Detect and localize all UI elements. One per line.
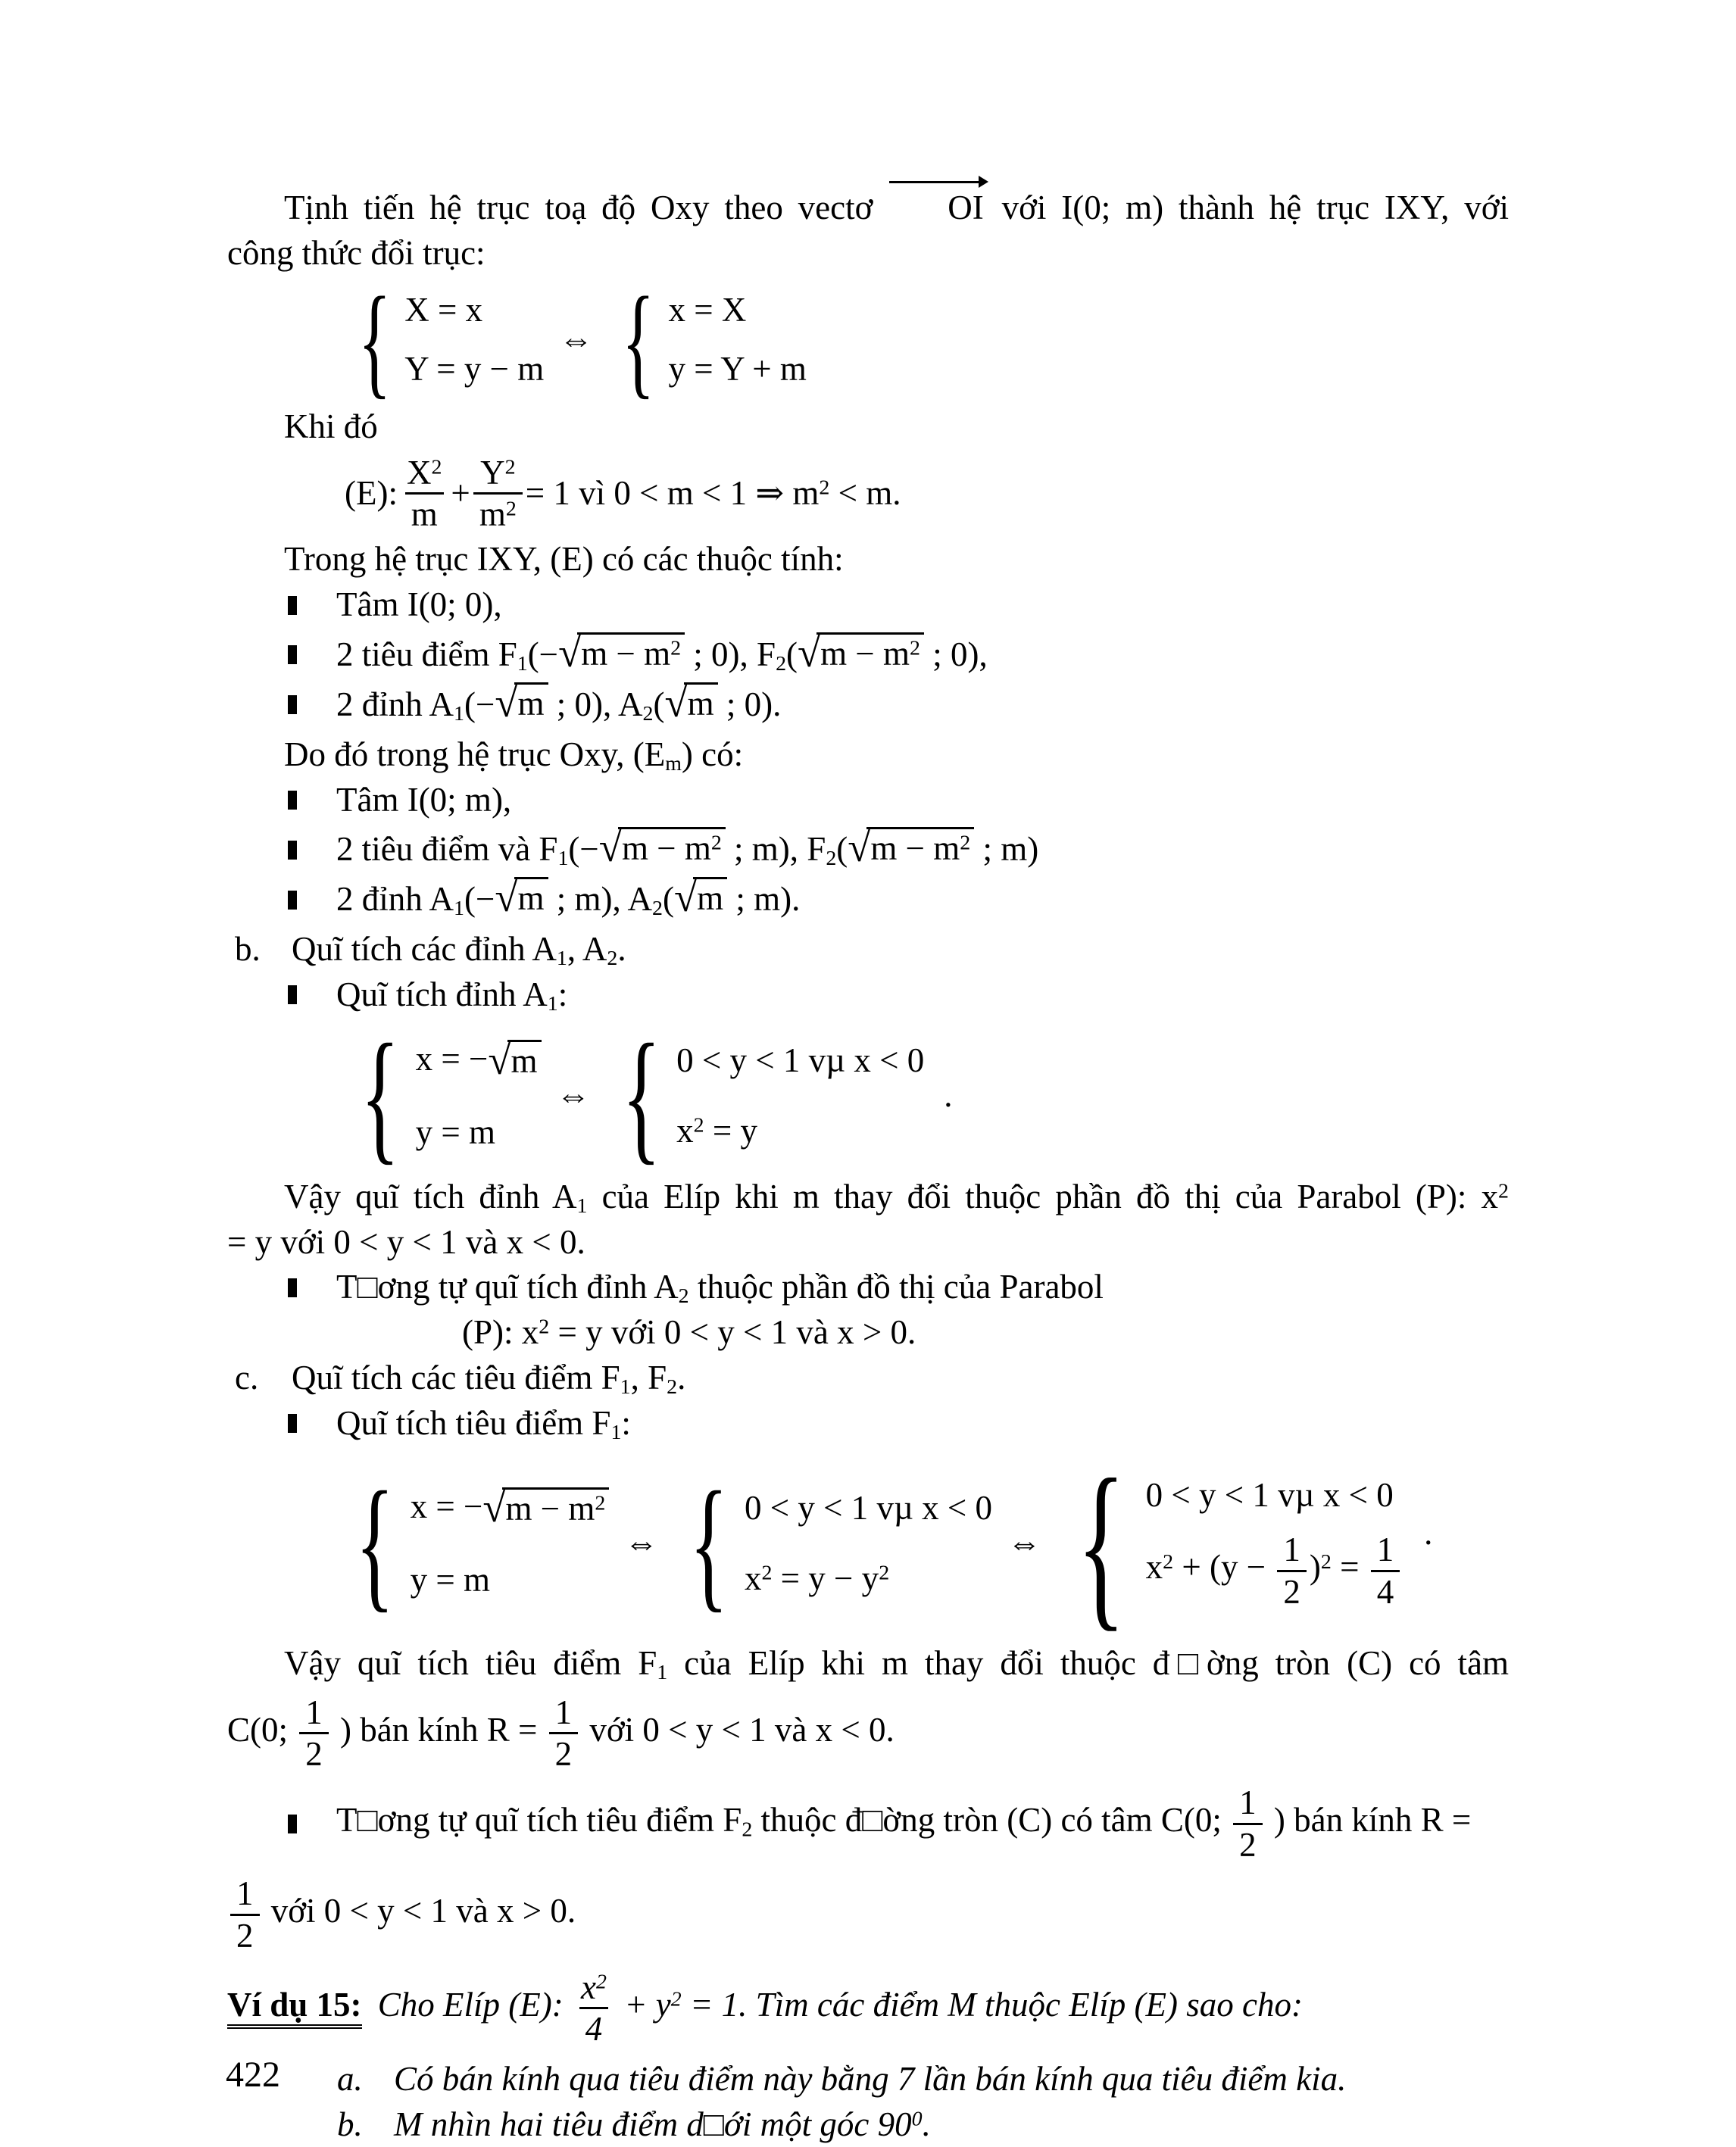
text-run: ( xyxy=(836,830,848,869)
bullet-square-icon xyxy=(288,1278,297,1297)
numerator: 1 xyxy=(554,1693,573,1731)
cases-rows xyxy=(404,291,544,389)
equation-locus-A1-system xyxy=(227,1013,1509,1178)
cases-brace: { xyxy=(1076,1440,1126,1646)
sup: 2 xyxy=(761,1561,773,1585)
text-run: Trong hệ trục IXY, (E) có các thuộc tính: xyxy=(284,540,844,579)
sup: 2 xyxy=(910,636,920,660)
bullet-square-icon xyxy=(288,791,297,810)
text-run: ( xyxy=(653,685,665,723)
radical-icon: √ xyxy=(848,824,871,871)
radicand xyxy=(502,1487,610,1528)
denominator: 2 xyxy=(230,1914,260,1955)
cases-brace: { xyxy=(622,270,655,410)
text-run: ( xyxy=(786,635,798,673)
text-run: : xyxy=(557,975,568,1013)
text-run: + y xyxy=(615,1986,671,2024)
paragraph-translate-axes-line2 xyxy=(227,231,1509,276)
bullet-square-icon xyxy=(288,1414,297,1433)
radicand xyxy=(514,682,548,722)
radicand xyxy=(816,632,924,672)
sup: 2 xyxy=(539,1315,550,1339)
cases-brace: { xyxy=(361,1013,400,1178)
page-number: 422 xyxy=(226,2055,280,2095)
implies-symbol: ⇒ xyxy=(755,473,785,512)
bullet-content xyxy=(336,1265,1104,1310)
text-run: Quĩ tích tiêu điểm F xyxy=(336,1403,611,1442)
sqrt-expression xyxy=(798,629,924,678)
text-run: m xyxy=(479,495,506,533)
cases-rows xyxy=(745,1489,992,1599)
radical-icon: √ xyxy=(798,629,821,676)
cases-rows xyxy=(415,1036,542,1153)
text-run: = y với 0 < y < 1 và x > 0. xyxy=(549,1313,916,1352)
bullet-content xyxy=(336,1401,631,1446)
sqrt-expression xyxy=(558,629,685,678)
sub: 1 xyxy=(557,847,569,871)
text-run: = y xyxy=(704,1112,757,1150)
paragraph-locus-F1-line1 xyxy=(227,1641,1509,1687)
sup: 2 xyxy=(1498,1179,1509,1203)
numerator: 1 xyxy=(1376,1531,1394,1569)
bullet-content xyxy=(336,629,988,678)
equation-row: 0 < y < 1 vµ x < 0 xyxy=(676,1041,925,1079)
bullet-square-icon xyxy=(288,1815,297,1833)
equation-row: x = X xyxy=(668,291,747,329)
denominator xyxy=(405,492,444,534)
text-run: Y xyxy=(480,453,505,492)
radical-icon: √ xyxy=(673,874,698,921)
text-run: Vậy quĩ tích tiêu điểm F xyxy=(284,1643,657,1682)
paragraph-locus-F1-line2 xyxy=(227,1693,1509,1774)
bullet-center-I0m xyxy=(227,778,1509,823)
text-run: m − m xyxy=(581,635,671,672)
cases-rows xyxy=(676,1041,924,1152)
sub: 2 xyxy=(642,701,654,726)
cases-brace: { xyxy=(689,1461,729,1625)
text-run: với 0 < y < 1 và x < 0. xyxy=(581,1710,895,1749)
numerator xyxy=(474,453,521,492)
vector-arrowhead-icon xyxy=(979,176,988,188)
bullet-center-I00 xyxy=(227,582,1509,628)
radical-icon: √ xyxy=(598,824,622,871)
equation-row: y = m xyxy=(415,1113,495,1151)
sub: 2 xyxy=(742,1818,753,1842)
equation-row: 0 < y < 1 vµ x < 0 xyxy=(744,1488,993,1527)
text-run: = y − y xyxy=(772,1559,879,1598)
sub: 1 xyxy=(620,1375,631,1400)
sub: 1 xyxy=(547,992,558,1016)
text-run: X xyxy=(406,453,432,492)
text-run: Tịnh tiến hệ trục toạ độ Oxy theo vectơ xyxy=(284,189,888,226)
sub: 2 xyxy=(678,1284,689,1309)
bullet-content xyxy=(336,824,1039,872)
text-run: m xyxy=(411,495,438,533)
equation-row: y = Y + m xyxy=(668,350,807,389)
sub: 2 xyxy=(826,847,837,871)
text-run: ) có: xyxy=(681,735,744,773)
text-run: ; m). xyxy=(727,880,801,919)
sup: 2 xyxy=(693,1113,704,1137)
fraction xyxy=(1277,1530,1307,1612)
fraction xyxy=(1233,1783,1263,1865)
text-run: x xyxy=(676,1112,694,1150)
radical-icon: √ xyxy=(488,1036,511,1083)
fraction xyxy=(549,1693,579,1774)
equation-ellipse-E xyxy=(227,453,1509,535)
text-run: Quĩ tích các tiêu điểm F xyxy=(292,1359,620,1397)
radicand xyxy=(618,827,726,867)
cases-middle xyxy=(673,1461,993,1625)
radicand xyxy=(684,682,718,722)
fraction xyxy=(473,453,523,535)
header-properties-Oxy xyxy=(227,732,1509,778)
text-run: của Elíp khi m thay đổi thuộc đ□ờng tròn (C) có tâm xyxy=(667,1643,1509,1682)
iff-symbol: ⇔ xyxy=(1007,1524,1042,1562)
cases-right xyxy=(606,1013,925,1178)
list-item-content xyxy=(292,1356,685,1401)
equation-row xyxy=(410,1484,610,1531)
equation-locus-F1-system xyxy=(227,1440,1509,1646)
sub: 1 xyxy=(657,1660,668,1684)
sup: 2 xyxy=(595,1970,607,1994)
iff-symbol: ⇔ xyxy=(556,1076,591,1115)
text-run: m − m xyxy=(621,829,711,868)
equation-row xyxy=(1146,1530,1403,1612)
bullet-vertices-IXY xyxy=(227,679,1509,728)
sup: 2 xyxy=(670,1987,682,2011)
text-run: Tâm I(0; m), xyxy=(336,780,512,819)
sup: 2 xyxy=(595,1491,606,1515)
bullet-square-icon xyxy=(288,891,297,910)
cases-left xyxy=(345,1013,542,1178)
equation-row xyxy=(676,1112,757,1151)
text-run: ; 0), xyxy=(924,635,988,673)
bullet-similar-A2 xyxy=(227,1265,1509,1310)
sqrt-expression xyxy=(848,824,974,872)
sup: 2 xyxy=(710,831,722,855)
radicand xyxy=(577,632,685,672)
text-run: với I(0; m) thành hệ trục IXY, với xyxy=(986,189,1509,226)
text-run: + (y − xyxy=(1173,1548,1275,1587)
numerator xyxy=(401,453,448,492)
radical-icon: √ xyxy=(495,874,518,921)
bullet-content xyxy=(336,679,782,728)
text-run: ; m) xyxy=(974,830,1039,869)
numerator: 1 xyxy=(1283,1531,1300,1569)
equation-parabola-P xyxy=(227,1310,1509,1356)
text-run: m − m xyxy=(820,635,910,672)
cases-rows xyxy=(410,1484,610,1600)
bullet-vertices-Oxy xyxy=(227,874,1509,922)
sup: 2 xyxy=(1320,1550,1332,1574)
sub: 1 xyxy=(517,652,528,676)
sup: 2 xyxy=(504,455,516,479)
text-run: T□ơng tự quĩ tích đỉnh A xyxy=(336,1268,679,1306)
text-run: (− xyxy=(568,830,599,869)
text-run: < m. xyxy=(829,473,901,512)
sup: 0 xyxy=(911,2107,923,2131)
sqrt-expression xyxy=(482,1484,609,1531)
text-run: . xyxy=(617,930,626,969)
sub: 1 xyxy=(610,1421,622,1445)
equation-label: (E): xyxy=(345,473,398,512)
iff-symbol: ⇔ xyxy=(559,320,594,359)
bullet-square-icon xyxy=(288,596,297,615)
denominator xyxy=(473,492,523,534)
denominator: 2 xyxy=(1277,1570,1307,1612)
list-marker: a. xyxy=(337,2059,363,2098)
radical-icon: √ xyxy=(664,679,688,726)
sqrt-expression xyxy=(673,874,727,922)
radical-icon: √ xyxy=(482,1484,506,1531)
text-run: m − m xyxy=(870,829,960,868)
list-item-content xyxy=(292,927,626,972)
text-run: Vậy quĩ tích đỉnh A xyxy=(284,1177,577,1215)
text-run: Quĩ tích đỉnh A xyxy=(336,975,548,1013)
sup: 2 xyxy=(879,1561,890,1585)
text-run: Quĩ tích các đỉnh A xyxy=(292,930,557,969)
sub: 2 xyxy=(667,1375,678,1400)
text-run: ) bán kính R = xyxy=(1265,1801,1472,1840)
cases-brace: { xyxy=(355,1461,395,1625)
text-run: ( xyxy=(662,880,674,919)
example-item-a xyxy=(227,2057,1509,2102)
bullet-square-icon xyxy=(288,695,297,714)
text-run: với 0 < y < 1 và x > 0. xyxy=(262,1892,576,1930)
cases-rows xyxy=(669,291,807,389)
sub: 1 xyxy=(454,897,464,921)
vector-OI xyxy=(888,186,986,231)
list-marker: b. xyxy=(337,2105,363,2143)
sup: 2 xyxy=(960,831,971,855)
sqrt-expression xyxy=(664,679,717,728)
text-run: công thức đổi trục: xyxy=(227,233,486,272)
list-marker: b. xyxy=(235,930,261,969)
bullet-square-icon xyxy=(288,985,297,1004)
text-run: m xyxy=(784,473,820,512)
text-run: (− xyxy=(464,880,495,919)
denominator: 4 xyxy=(579,2007,609,2049)
text-run: thuộc đ□ờng tròn (C) có tâm C(0; xyxy=(752,1801,1231,1840)
numerator xyxy=(575,1968,613,2007)
text-run: (− xyxy=(464,685,495,723)
text-run: M nhìn hai tiêu điểm d□ới một góc 90 xyxy=(394,2105,912,2143)
vector-label: OI xyxy=(948,189,984,226)
text-run: m xyxy=(517,684,545,722)
text-run: của Elíp khi m thay đổi thuộc phần đồ thị của Parabol (P): x xyxy=(587,1177,1499,1215)
cases-right xyxy=(1057,1440,1403,1646)
bullet-content xyxy=(336,1783,1471,1865)
text-run: (− xyxy=(527,635,559,673)
bullet-content xyxy=(336,972,567,1018)
bullet-square-icon xyxy=(288,645,297,664)
equation-row: y = m xyxy=(410,1560,490,1599)
list-item-content xyxy=(394,2102,931,2147)
paragraph-locus-A1-line1 xyxy=(227,1175,1509,1220)
sup: 2 xyxy=(670,636,682,660)
text-run: T□ơng tự quĩ tích tiêu điểm F xyxy=(336,1801,742,1840)
text-run: x = − xyxy=(410,1487,483,1525)
sub: 2 xyxy=(652,897,663,921)
radicand xyxy=(514,877,548,917)
text-run: ; 0), F xyxy=(685,635,776,673)
bullet-similar-F2 xyxy=(227,1783,1509,1865)
text-run: = xyxy=(1331,1548,1368,1587)
example-15 xyxy=(227,1968,1509,2049)
text-run: = 1. xyxy=(681,1986,756,2024)
numerator: 1 xyxy=(305,1693,323,1731)
text-run: x = − xyxy=(415,1039,489,1078)
list-item-b xyxy=(227,927,1509,972)
end-cdot: · xyxy=(1422,1524,1435,1562)
header-properties-IXY xyxy=(227,537,1509,582)
list-marker: c. xyxy=(235,1359,259,1397)
text-run: Tâm I(0; 0), xyxy=(336,585,502,624)
text-run: Khi đó xyxy=(284,407,378,445)
bullet-content xyxy=(336,874,801,922)
vector-arrow-bar-icon xyxy=(889,181,978,183)
cases-brace: { xyxy=(621,1013,661,1178)
fraction xyxy=(401,453,448,535)
text-run: ) xyxy=(1309,1548,1321,1587)
bullet-foci-IXY xyxy=(227,629,1509,678)
denominator: 2 xyxy=(1233,1823,1263,1865)
sup: 2 xyxy=(1163,1550,1174,1574)
equation-row: 0 < y < 1 vµ x < 0 xyxy=(1145,1475,1394,1514)
radicand xyxy=(866,827,974,867)
text-run: 2 đỉnh A xyxy=(336,685,454,723)
fraction xyxy=(575,1968,613,2049)
equation-row: X = x xyxy=(404,291,483,329)
text-run: x xyxy=(744,1559,762,1598)
text-run: ) bán kính R = xyxy=(331,1710,546,1749)
equation-tail xyxy=(526,471,901,516)
sub: 1 xyxy=(556,947,567,971)
cases-right xyxy=(608,270,807,410)
bullet-locus-F1 xyxy=(227,1401,1509,1446)
example-statement xyxy=(369,1968,1303,2049)
text-run: m xyxy=(697,879,724,918)
sup: 2 xyxy=(431,455,442,479)
paragraph-locus-A1-line2 xyxy=(227,1220,1509,1265)
radical-icon: √ xyxy=(558,629,582,676)
equation-row: Y = y − m xyxy=(404,350,545,389)
fraction xyxy=(230,1874,260,1955)
example-item-b xyxy=(227,2102,1509,2147)
equation-row xyxy=(745,1559,889,1599)
equation-row xyxy=(415,1036,542,1083)
text-run: ; m), A xyxy=(548,880,653,919)
text-run: , F xyxy=(630,1359,667,1397)
sqrt-expression xyxy=(495,874,548,922)
text-run: x xyxy=(581,1968,596,2006)
cases-rows xyxy=(1146,1476,1403,1612)
text-run: = y với 0 < y < 1 và x < 0. xyxy=(227,1222,585,1261)
list-item-c xyxy=(227,1356,1509,1401)
radical-icon: √ xyxy=(495,679,518,726)
bullet-foci-Oxy xyxy=(227,824,1509,872)
cases-left xyxy=(345,270,545,410)
numerator: 1 xyxy=(236,1874,254,1913)
sqrt-expression xyxy=(488,1036,541,1083)
denominator: 2 xyxy=(549,1732,579,1774)
denominator: 4 xyxy=(1371,1570,1400,1612)
bullet-locus-A1 xyxy=(227,972,1509,1018)
sqrt-expression xyxy=(598,824,726,872)
cases-brace: { xyxy=(358,270,392,410)
text-run: : xyxy=(621,1403,631,1442)
text-run: . xyxy=(677,1359,686,1397)
end-period: . xyxy=(944,1076,953,1115)
text-run: ; 0), A xyxy=(548,685,643,723)
text-run: 2 đỉnh A xyxy=(336,880,454,919)
radicand xyxy=(507,1040,542,1080)
sub: 1 xyxy=(454,701,464,726)
sub: 2 xyxy=(607,947,618,971)
text-run: . xyxy=(922,2105,931,2143)
cases-left xyxy=(339,1461,609,1625)
text-run: = 1 vì 0 < m < 1 xyxy=(525,473,756,512)
plus-sign: + xyxy=(451,473,470,512)
text-run: thuộc phần đồ thị của Parabol xyxy=(688,1268,1104,1306)
sub: 2 xyxy=(776,652,787,676)
text-run: Tìm các điểm M thuộc Elíp (E) sao cho: xyxy=(755,1986,1303,2024)
iff-symbol: ⇔ xyxy=(624,1524,659,1562)
text-run: 2 tiêu điểm và F xyxy=(336,830,558,869)
text-khido xyxy=(227,404,1509,450)
text-run: (P): x xyxy=(462,1313,539,1352)
sub: 1 xyxy=(576,1194,588,1218)
text-run: Cho Elíp (E): xyxy=(369,1986,572,2024)
denominator: 2 xyxy=(299,1732,329,1774)
text-run: x xyxy=(1145,1548,1163,1587)
text-run: 2 tiêu điểm F xyxy=(336,635,517,673)
numerator: 1 xyxy=(1239,1783,1257,1822)
bullet-square-icon xyxy=(288,841,297,860)
sub: m xyxy=(665,751,682,775)
text-run: ; m), F xyxy=(725,830,826,869)
sqrt-expression xyxy=(495,679,548,728)
text-run: Có bán kính qua tiêu điểm này bằng 7 lần bán kính qua tiêu điểm kia. xyxy=(394,2059,1347,2098)
text-run: m xyxy=(687,684,714,722)
text-run: , A xyxy=(567,930,607,969)
radicand xyxy=(693,877,727,917)
paragraph-translate-axes-line1 xyxy=(227,186,1509,231)
fraction xyxy=(1371,1530,1400,1612)
text-run: Do đó trong hệ trục Oxy, (E xyxy=(284,735,666,773)
text-run: C(0; xyxy=(227,1710,297,1749)
fraction xyxy=(299,1693,329,1774)
sup: 2 xyxy=(505,497,517,521)
example-label: Ví dụ 15: xyxy=(227,1986,362,2029)
sup: 2 xyxy=(819,476,830,500)
paragraph-F2-continuation xyxy=(227,1874,1509,1955)
text-run: m xyxy=(517,879,545,918)
text-run: m − m xyxy=(505,1489,595,1528)
text-run: m xyxy=(510,1041,538,1080)
text-run: ; 0). xyxy=(717,685,782,723)
equation-axes-change-system xyxy=(227,270,1509,410)
